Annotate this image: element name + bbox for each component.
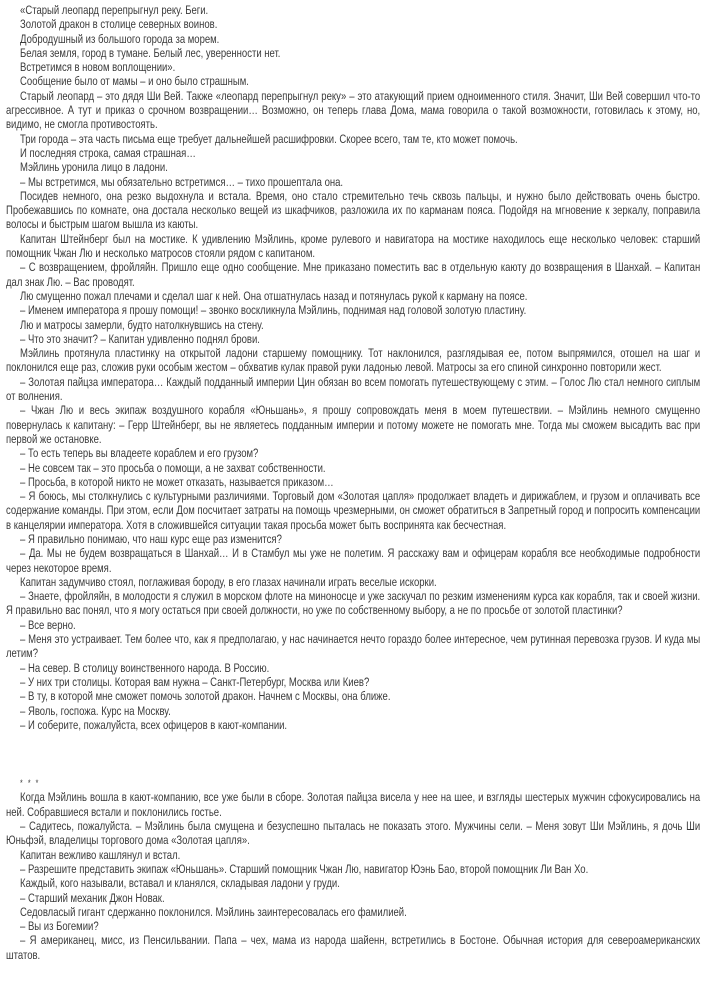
paragraph: – На север. В столицу воинственного народа. В Россию. [20,660,270,675]
paragraph: – Яволь, госпожа. Курс на Москву. [20,703,171,718]
paragraph: Лю смущенно пожал плечами и сделал шаг к ней. Она отшатнулась назад и потянулась рукой к карману на поясе. [20,288,528,303]
paragraph: Сообщение было от мамы – и оно было страшным. [20,74,249,89]
document-text [6,3,700,962]
paragraph: – У них три столицы. Которая вам нужна – Санкт-Петербург, Москва или Киев? [20,674,370,689]
paragraph: – Я американец, мисс, из Пенсильвании. Папа – чех, мама из народа шайенн, встретились в Бостоне. Обычная история для североамериканских штатов. [6,933,701,962]
paragraph: – Что это значит? – Капитан удивленно поднял брови. [20,331,260,346]
paragraph: – То есть теперь вы владеете кораблем и его грузом? [20,446,259,461]
document-page [6,3,700,962]
section-gap [6,732,700,776]
paragraph: – Именем императора я прошу помощи! – звонко воскликнула Мэйлинь, поднимая над головой золотую пластину. [20,303,527,318]
paragraph: – И соберите, пожалуйста, всех офицеров в кают-компании. [20,717,288,732]
paragraph: – Просьба, в которой никто не может отказать, называется приказом… [20,474,334,489]
paragraph: – Вы из Богемии? [20,919,99,934]
text-section-1 [6,3,700,732]
paragraph: – Старший механик Джон Новак. [20,890,165,905]
paragraph: – Да. Мы не будем возвращаться в Шанхай… И в Стамбул мы уже не полетим. Я расскажу вам и офицерам корабля все необходимые подробности через некоторое время. [6,546,701,575]
paragraph: – Золотая пайцза императора… Каждый подданный империи Цин обязан во всем помогать путешествующему с этим. – Голос Лю стал немного сиплым от волнения. [6,374,701,404]
paragraph: Три города – эта часть письма еще требует дальнейшей расшифровки. Скорее всего, там те, кто может помочь. [20,131,518,146]
paragraph: – Садитесь, пожалуйста. – Мэйлинь была смущена и безуспешно пыталась не показать этого. Мужчины сели. – Меня зовут Ши Мэйлинь, я дочь Ши Юньфэй, владелицы торгового дома «Золотая цапля». [6,819,701,848]
paragraph: – Я боюсь, мы столкнулись с культурными различиями. Торговый дом «Золотая цапля» продолжает владеть и дирижаблем, и грузом и оплачивать все содержание команды. При этом, если Дом посчитает затраты на помощь чрезмерными, он сможет обратиться в Запретный город и попросить компенсации в канцелярии императора. Хотя в сложившейся ситуации такая просьба может быть воспринята как бесчестная. [6,489,701,532]
paragraph: Капитан задумчиво стоял, поглаживая бороду, в его глазах начинали играть веселые искорки. [20,574,437,589]
section-separator: * * * [20,778,40,789]
text-section-2 [6,790,700,962]
paragraph: Посидев немного, она резко выдохнула и встала. Время, оно стало стремительно течь сквозь пальцы, и нужно было действовать очень быстро. Пробежавшись по комнате, она достала несколько вещей из шкафчиков, разложила их по карманам пояса. Подойдя на мгновение к зеркалу, поправила волосы и быстрым шагом вышла из каюты. [6,188,701,232]
paragraph: – Я правильно понимаю, что наш курс еще раз изменится? [20,531,282,546]
paragraph: Мэйлинь уронила лицо в ладони. [20,160,168,175]
paragraph: – Знаете, фройляйн, в молодости я служил в морском флоте на миноносце и уже заскучал по резким изменениям курса как корабля, так и своей жизни. Я правильно вас понял, что я могу остаться при своей должности, но уже по собственному выбору, а не по просьбе от золотой пластинки? [6,589,701,618]
paragraph: – Разрешите представить экипаж «Юньшань». Старший помощник Чжан Лю, навигатор Юэнь Бао, второй помощник Ли Ван Хо. [20,861,589,876]
paragraph: – В ту, в которой мне сможет помочь золотой дракон. Начнем с Москвы, она ближе. [20,689,391,704]
paragraph: – Мы встретимся, мы обязательно встретимся… – тихо прошептала она. [20,174,344,189]
paragraph: Лю и матросы замерли, будто натолкнувшись на стену. [20,317,264,332]
paragraph: Капитан вежливо кашлянул и встал. [20,847,181,862]
paragraph: – С возвращением, фройляйн. Пришло еще одно сообщение. Мне приказано поместить вас в отдельную каюту до возвращения в Шанхай. – Капитан дал знак Лю. – Вас проводят. [6,260,701,289]
paragraph: – Чжан Лю и весь экипаж воздушного корабля «Юньшань», я прошу сопровождать меня в моем путешествии. – Мэйлинь немного смущенно повернулась к капитану: – Герр Штейнберг, вы не являетесь подданным империи и потому можете не помогать мне. Тогда мы сможем высадить вас при первой же остановке. [6,403,701,446]
paragraph: Каждый, кого называли, вставал и кланялся, складывая ладони у груди. [20,876,340,891]
paragraph: Золотой дракон в столице северных воинов. [20,17,218,32]
paragraph: Когда Мэйлинь вошла в кают-компанию, все уже были в сборе. Золотая пайцза висела у нее на шее, и взгляды шестерых мужчин сфокусировались на ней. Собравшиеся встали и поклонились гостье. [6,790,701,819]
paragraph: «Старый леопард перепрыгнул реку. Беги. [20,3,209,17]
paragraph: Седовласый гигант сдержанно поклонился. Мэйлинь заинтересовалась его фамилией. [20,904,407,919]
paragraph: – Все верно. [20,617,76,632]
paragraph: Белая земля, город в тумане. Белый лес, уверенности нет. [20,45,281,60]
paragraph: Добродушный из большого города за морем. [20,31,220,46]
paragraph: Старый леопард – это дядя Ши Вей. Также «леопард перепрыгнул реку» – это атакующий прием одноименного стиля. Значит, Ши Вей совершил что-то агрессивное. А тут и приказ о срочном возвращении… Возможно, он теперь глава Дома, мама говорила о такой возможности, готовилась к этому, но, видимо, не смогла противостоять. [6,88,701,132]
paragraph: – Не совсем так – это просьба о помощи, а не захват собственности. [20,460,326,475]
paragraph: И последняя строка, самая страшная… [20,145,196,160]
paragraph: Капитан Штейнберг был на мостике. К удивлению Мэйлинь, кроме рулевого и навигатора на мостике находилось еще несколько человек: старший помощник Чжан Лю и несколько матросов стояли рядом с капитаном. [6,231,701,261]
paragraph: – Меня это устраивает. Тем более что, как я предполагаю, у нас начинается нечто гораздо более интересное, чем рутинная перевозка грузов. И куда мы летим? [6,632,701,661]
paragraph: Мэйлинь протянула пластинку на открытой ладони старшему помощнику. Тот наклонился, разглядывая ее, потом выпрямился, отошел на шаг и поклонился еще раз, сложив руки особым жестом – обхватив кулак правой руки ладонью левой. Матросы за его спиной синхронно повторили жест. [6,346,701,375]
paragraph: Встретимся в новом воплощении». [20,60,176,75]
